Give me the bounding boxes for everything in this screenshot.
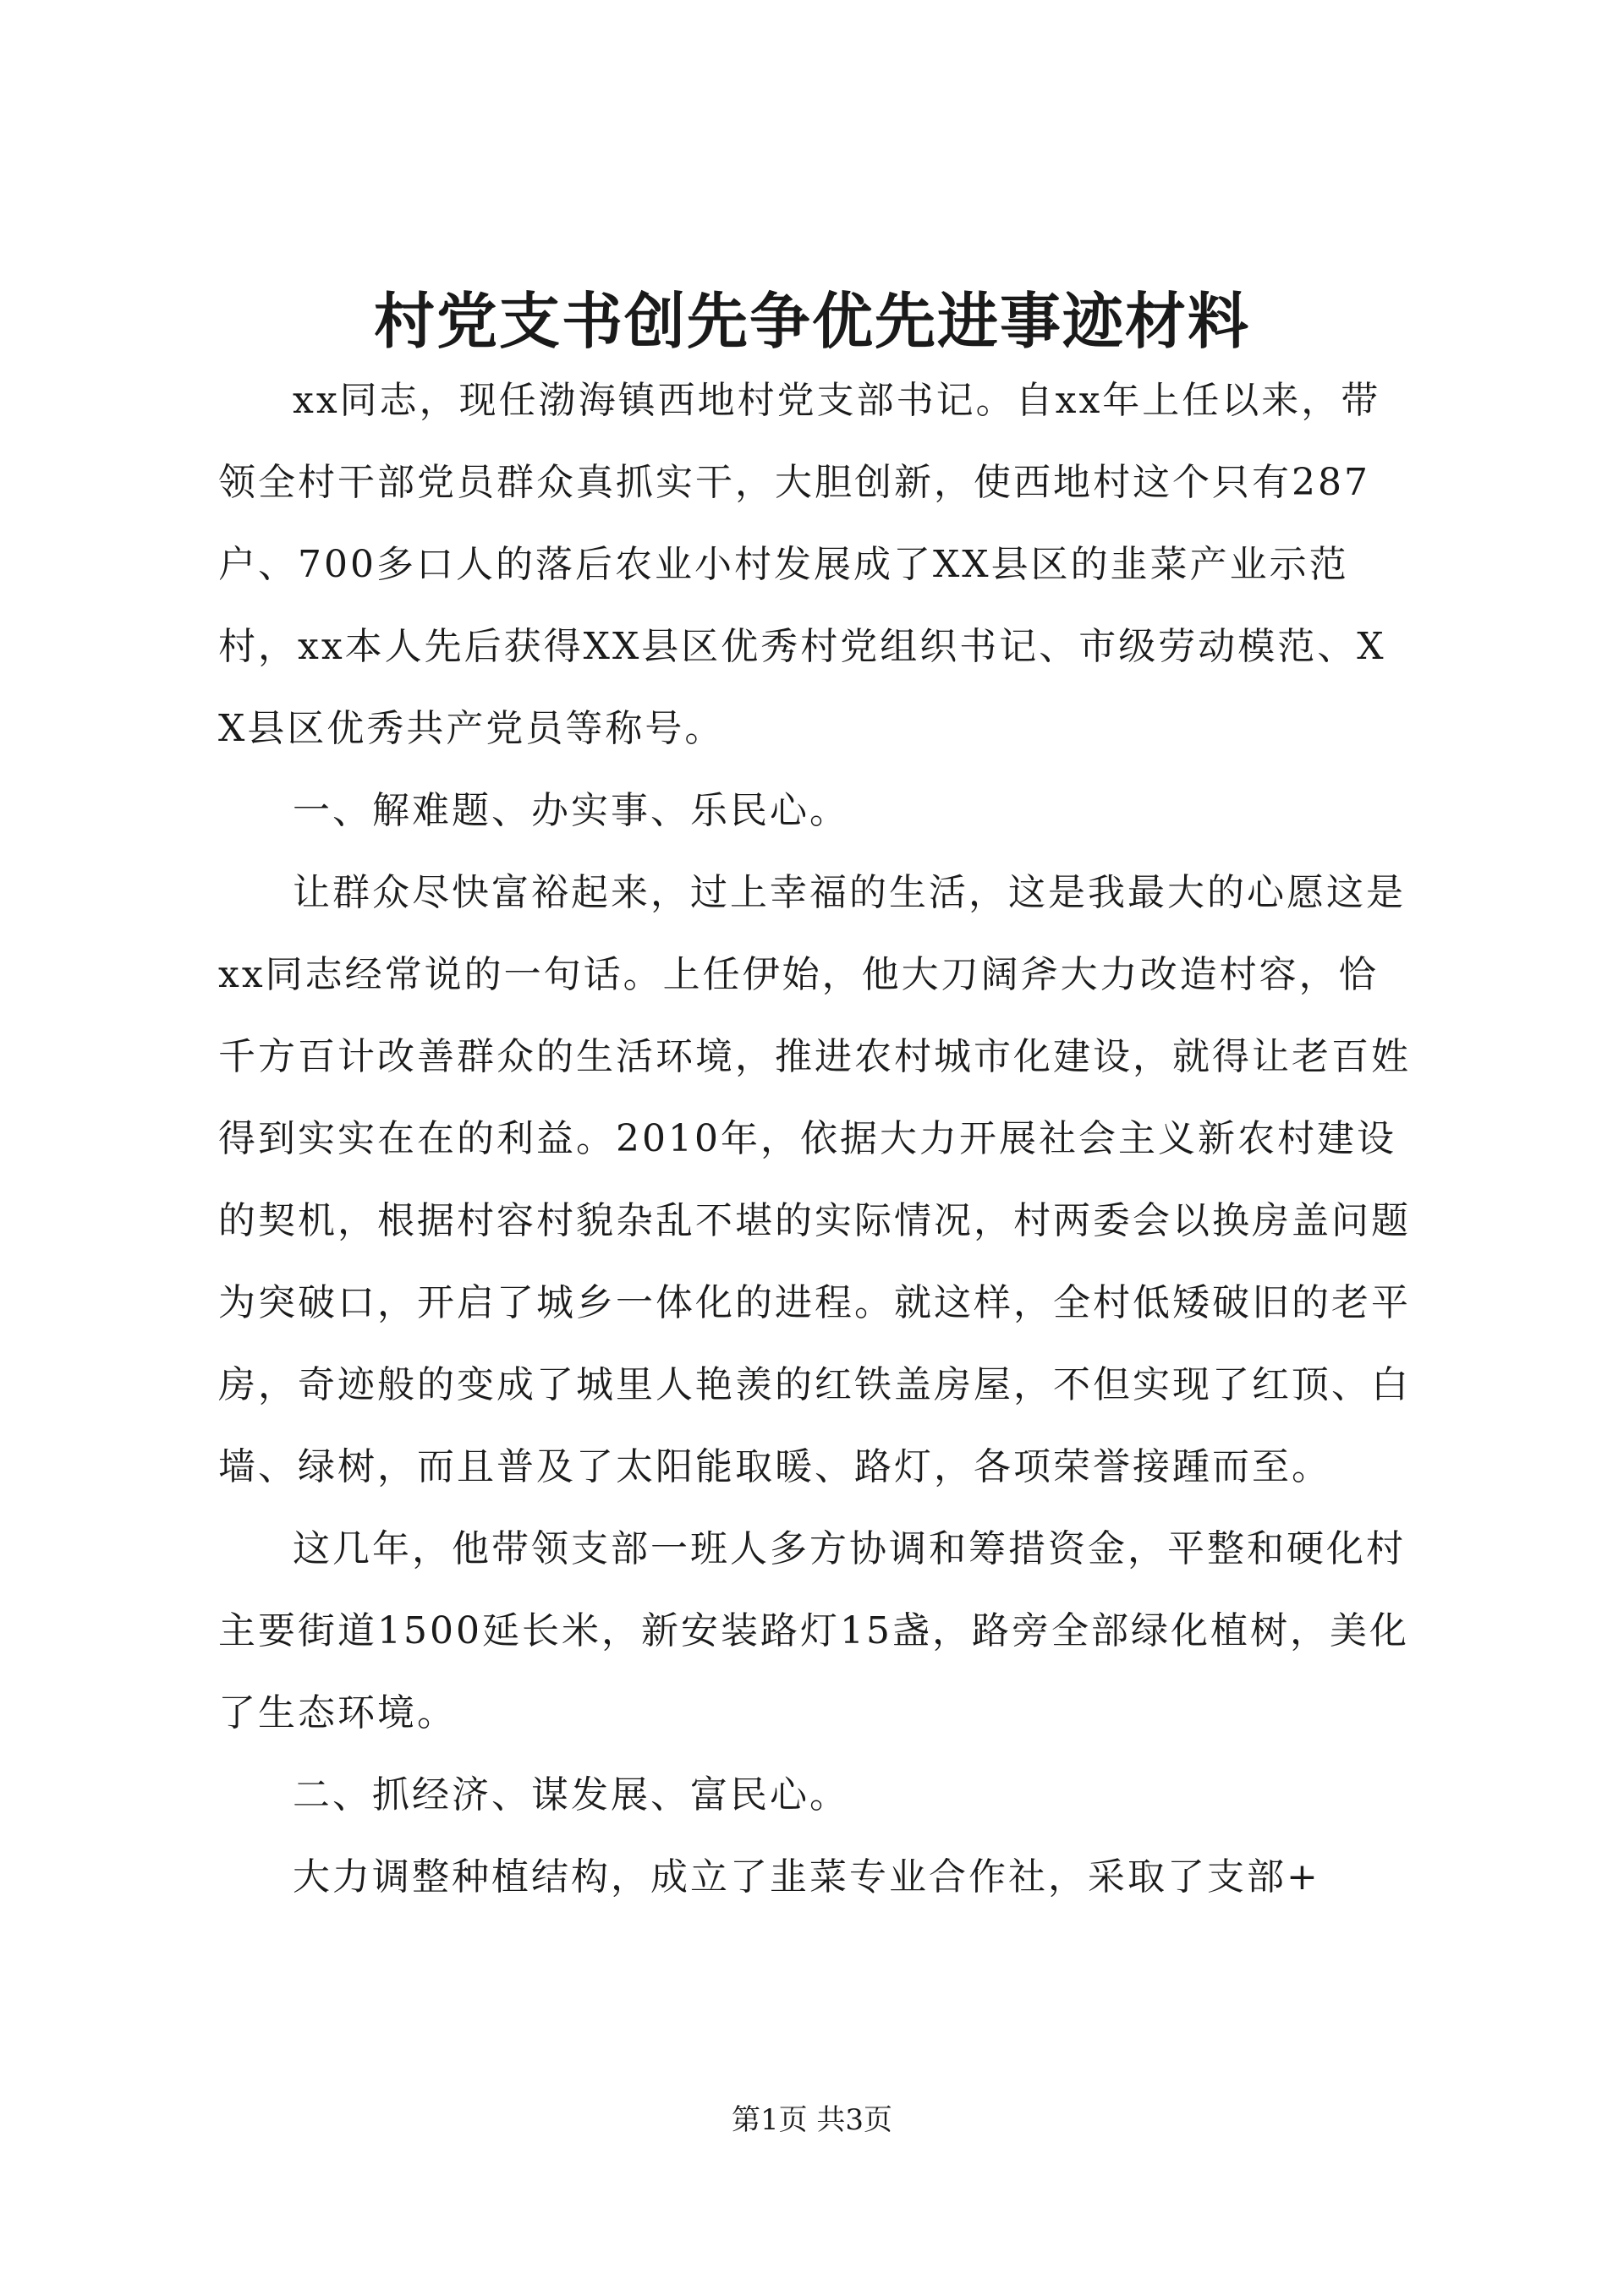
paragraph-section-2: 大力调整种植结构，成立了韭菜专业合作社，采取了支部+ (293, 1855, 1320, 1899)
paragraph-section-1: 让群众尽快富裕起来，过上幸福的生活，这是我最大的心愿这是xx同志经常说的一句话。上任伊始，他大刀阔斧大力改造村容，恰千方百计改善群众的生活环境，推进农村城市化建设，就得让老百姓得到实实在在的利益。2010年，依据大力开展社会主义新农村建设的契机，根据村容村貌杂乱不堪的实际情况，村两委会以换房盖问题为突破口，开启了城乡一体化的进程。就这样，全村低矮破旧的老平房，奇迹般的变成了城里人艳羡的红铁盖房屋，不但实现了红顶、白墙、绿树，而且普及了太阳能取暖、路灯，各项荣誉接踵而至。 (218, 871, 1411, 1488)
document-title: 村党支书创先争优先进事迹材料 (373, 285, 1250, 357)
paragraph-intro: xx同志，现任渤海镇西地村党支部书记。自xx年上任以来，带领全村干部党员群众真抓实干，大胆创新，使西地村这个只有287户、700多口人的落后农业小村发展成了XX县区的韭菜产业示范村，xx本人先后获得XX县区优秀村党组织书记、市级劳动模范、XX县区优秀共产党员等称号。 (218, 379, 1386, 750)
page-footer: 第1页 共3页 (731, 2103, 893, 2137)
paragraph-section-1-roads: 这几年，他带领支部一班人多方协调和筹措资金，平整和硬化村主要街道1500延长米，新安装路灯15盏，路旁全部绿化植树，美化了生态环境。 (218, 1527, 1409, 1734)
document-body (218, 359, 1411, 1918)
section-heading-1: 一、解难题、办实事、乐民心。 (293, 789, 849, 832)
section-heading-2: 二、抓经济、谋发展、富民心。 (293, 1773, 849, 1817)
